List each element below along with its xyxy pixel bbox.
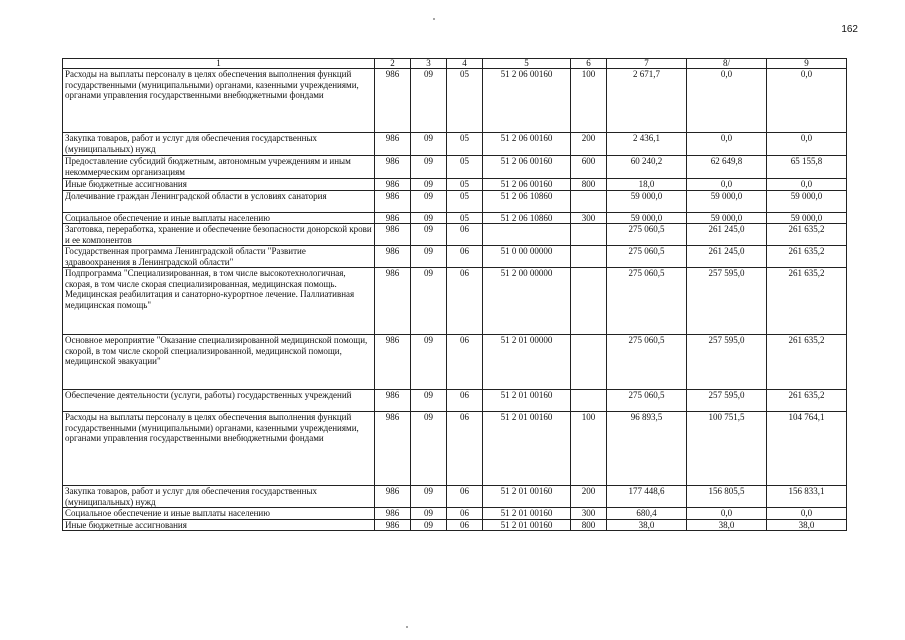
row-cell-c8: 0,0 xyxy=(687,69,767,133)
row-cell-c2: 986 xyxy=(375,390,411,412)
row-cell-c6: 300 xyxy=(571,508,607,520)
row-cell-c5: 51 2 00 00000 xyxy=(483,268,571,335)
row-cell-c3: 09 xyxy=(411,335,447,390)
row-cell-c5: 51 2 06 00160 xyxy=(483,179,571,191)
row-cell-c6 xyxy=(571,335,607,390)
row-cell-c9: 0,0 xyxy=(767,133,847,156)
row-cell-c5: 51 2 01 00160 xyxy=(483,390,571,412)
page-number: 162 xyxy=(841,24,858,35)
table-row xyxy=(63,268,847,335)
column-header: 4 xyxy=(447,59,483,69)
table-row xyxy=(63,224,847,246)
row-cell-c7: 2 436,1 xyxy=(607,133,687,156)
row-cell-c2: 986 xyxy=(375,190,411,212)
row-cell-c6 xyxy=(571,246,607,268)
row-cell-c4: 05 xyxy=(447,133,483,156)
column-header: 1 xyxy=(63,59,375,69)
row-cell-c7: 96 893,5 xyxy=(607,412,687,486)
row-cell-c7: 275 060,5 xyxy=(607,268,687,335)
row-cell-c5: 51 2 01 00160 xyxy=(483,519,571,531)
row-cell-c6: 600 xyxy=(571,156,607,179)
row-cell-c8: 257 595,0 xyxy=(687,335,767,390)
row-cell-c4: 05 xyxy=(447,156,483,179)
row-cell-c6 xyxy=(571,390,607,412)
table-row xyxy=(63,190,847,212)
row-cell-c5: 51 2 06 00160 xyxy=(483,156,571,179)
row-cell-c7: 59 000,0 xyxy=(607,190,687,212)
row-cell-c9: 0,0 xyxy=(767,69,847,133)
budget-table xyxy=(62,58,847,531)
row-description: Обеспечение деятельности (услуги, работы) государственных учреждений xyxy=(63,390,375,412)
column-header: 7 xyxy=(607,59,687,69)
table-row xyxy=(63,390,847,412)
row-description: Закупка товаров, работ и услуг для обеспечения государственных (муниципальных) нужд xyxy=(63,133,375,156)
row-cell-c6: 300 xyxy=(571,212,607,224)
row-cell-c5 xyxy=(483,224,571,246)
column-header: 8/ xyxy=(687,59,767,69)
row-cell-c4: 06 xyxy=(447,412,483,486)
row-cell-c3: 09 xyxy=(411,412,447,486)
row-cell-c9: 261 635,2 xyxy=(767,268,847,335)
row-description: Социальное обеспечение и иные выплаты населению xyxy=(63,508,375,520)
row-cell-c7: 275 060,5 xyxy=(607,224,687,246)
row-cell-c5: 51 2 01 00160 xyxy=(483,412,571,486)
column-header: 6 xyxy=(571,59,607,69)
table-row xyxy=(63,212,847,224)
row-cell-c5: 51 2 06 00160 xyxy=(483,133,571,156)
row-description: Закупка товаров, работ и услуг для обеспечения государственных (муниципальных) нужд xyxy=(63,486,375,508)
table-row xyxy=(63,508,847,520)
row-cell-c2: 986 xyxy=(375,268,411,335)
table-row xyxy=(63,133,847,156)
row-cell-c9: 65 155,8 xyxy=(767,156,847,179)
row-cell-c3: 09 xyxy=(411,133,447,156)
row-cell-c8: 38,0 xyxy=(687,519,767,531)
row-cell-c2: 986 xyxy=(375,133,411,156)
row-cell-c8: 261 245,0 xyxy=(687,246,767,268)
row-cell-c4: 06 xyxy=(447,519,483,531)
row-cell-c6 xyxy=(571,190,607,212)
row-cell-c5: 51 2 01 00000 xyxy=(483,335,571,390)
row-cell-c7: 275 060,5 xyxy=(607,335,687,390)
row-cell-c7: 275 060,5 xyxy=(607,390,687,412)
row-cell-c6: 200 xyxy=(571,133,607,156)
table-row xyxy=(63,412,847,486)
column-header: 9 xyxy=(767,59,847,69)
row-cell-c9: 261 635,2 xyxy=(767,224,847,246)
row-cell-c5: 51 2 06 10860 xyxy=(483,212,571,224)
row-cell-c6 xyxy=(571,224,607,246)
row-cell-c7: 60 240,2 xyxy=(607,156,687,179)
scan-speck xyxy=(406,626,408,628)
row-cell-c5: 51 2 01 00160 xyxy=(483,486,571,508)
row-cell-c6: 100 xyxy=(571,69,607,133)
row-description: Государственная программа Ленинградской области "Развитие здравоохранения в Ленинградской области" xyxy=(63,246,375,268)
row-cell-c8: 59 000,0 xyxy=(687,190,767,212)
column-header: 2 xyxy=(375,59,411,69)
row-cell-c6: 800 xyxy=(571,519,607,531)
row-description: Предоставление субсидий бюджетным, автономным учреждениям и иным некоммерческим организациям xyxy=(63,156,375,179)
row-cell-c9: 38,0 xyxy=(767,519,847,531)
row-cell-c7: 177 448,6 xyxy=(607,486,687,508)
row-cell-c4: 05 xyxy=(447,179,483,191)
row-description: Иные бюджетные ассигнования xyxy=(63,179,375,191)
row-cell-c9: 261 635,2 xyxy=(767,390,847,412)
row-cell-c6: 100 xyxy=(571,412,607,486)
scan-speck xyxy=(433,18,435,20)
row-cell-c7: 59 000,0 xyxy=(607,212,687,224)
row-cell-c3: 09 xyxy=(411,224,447,246)
row-description: Подпрограмма "Специализированная, в том числе высокотехнологичная, скорая, в том числе скорая специализированная, медицинская помощь. Медицинская реабилитация и санаторно-курортное лечение. Паллиативная медицинская помощь" xyxy=(63,268,375,335)
row-cell-c2: 986 xyxy=(375,335,411,390)
row-cell-c9: 261 635,2 xyxy=(767,246,847,268)
row-cell-c9: 261 635,2 xyxy=(767,335,847,390)
row-cell-c8: 257 595,0 xyxy=(687,268,767,335)
row-cell-c3: 09 xyxy=(411,179,447,191)
row-cell-c7: 275 060,5 xyxy=(607,246,687,268)
column-header: 5 xyxy=(483,59,571,69)
row-cell-c8: 0,0 xyxy=(687,179,767,191)
row-description: Долечивание граждан Ленинградской области в условиях санатория xyxy=(63,190,375,212)
row-cell-c4: 05 xyxy=(447,212,483,224)
row-cell-c5: 51 2 01 00160 xyxy=(483,508,571,520)
table-row xyxy=(63,486,847,508)
row-cell-c8: 0,0 xyxy=(687,508,767,520)
row-cell-c7: 38,0 xyxy=(607,519,687,531)
row-cell-c8: 59 000,0 xyxy=(687,212,767,224)
row-cell-c4: 06 xyxy=(447,246,483,268)
row-cell-c9: 59 000,0 xyxy=(767,190,847,212)
table-row xyxy=(63,246,847,268)
row-description: Социальное обеспечение и иные выплаты населению xyxy=(63,212,375,224)
row-cell-c8: 261 245,0 xyxy=(687,224,767,246)
row-cell-c2: 986 xyxy=(375,179,411,191)
row-cell-c4: 05 xyxy=(447,190,483,212)
row-cell-c5: 51 0 00 00000 xyxy=(483,246,571,268)
row-cell-c8: 0,0 xyxy=(687,133,767,156)
row-cell-c8: 257 595,0 xyxy=(687,390,767,412)
row-cell-c3: 09 xyxy=(411,486,447,508)
row-description: Иные бюджетные ассигнования xyxy=(63,519,375,531)
row-cell-c7: 18,0 xyxy=(607,179,687,191)
row-cell-c3: 09 xyxy=(411,508,447,520)
row-cell-c3: 09 xyxy=(411,212,447,224)
row-cell-c9: 0,0 xyxy=(767,179,847,191)
table-row xyxy=(63,69,847,133)
row-cell-c3: 09 xyxy=(411,268,447,335)
row-description: Расходы на выплаты персоналу в целях обеспечения выполнения функций государственными (муниципальными) органами, казенными учреждениями, органами управления государственными внебюджетными фондами xyxy=(63,69,375,133)
row-cell-c9: 59 000,0 xyxy=(767,212,847,224)
row-cell-c5: 51 2 06 00160 xyxy=(483,69,571,133)
row-cell-c4: 05 xyxy=(447,69,483,133)
row-cell-c8: 156 805,5 xyxy=(687,486,767,508)
row-cell-c4: 06 xyxy=(447,508,483,520)
row-cell-c9: 0,0 xyxy=(767,508,847,520)
row-cell-c2: 986 xyxy=(375,69,411,133)
row-cell-c6: 800 xyxy=(571,179,607,191)
row-cell-c3: 09 xyxy=(411,69,447,133)
table-row xyxy=(63,519,847,531)
row-cell-c2: 986 xyxy=(375,224,411,246)
row-cell-c3: 09 xyxy=(411,156,447,179)
row-cell-c3: 09 xyxy=(411,519,447,531)
table-row xyxy=(63,335,847,390)
column-header: 3 xyxy=(411,59,447,69)
row-cell-c8: 62 649,8 xyxy=(687,156,767,179)
row-cell-c7: 2 671,7 xyxy=(607,69,687,133)
row-cell-c3: 09 xyxy=(411,390,447,412)
row-description: Заготовка, переработка, хранение и обеспечение безопасности донорской крови и ее компонентов xyxy=(63,224,375,246)
row-cell-c2: 986 xyxy=(375,156,411,179)
row-cell-c2: 986 xyxy=(375,486,411,508)
table-row xyxy=(63,179,847,191)
row-cell-c4: 06 xyxy=(447,268,483,335)
row-cell-c3: 09 xyxy=(411,190,447,212)
row-cell-c4: 06 xyxy=(447,335,483,390)
row-cell-c2: 986 xyxy=(375,519,411,531)
row-cell-c4: 06 xyxy=(447,224,483,246)
row-cell-c6 xyxy=(571,268,607,335)
row-cell-c2: 986 xyxy=(375,508,411,520)
row-description: Расходы на выплаты персоналу в целях обеспечения выполнения функций государственными (муниципальными) органами, казенными учреждениями, органами управления государственными внебюджетными фондами xyxy=(63,412,375,486)
row-cell-c4: 06 xyxy=(447,390,483,412)
row-description: Основное мероприятие "Оказание специализированной медицинской помощи, скорой, в том числе скорой специализированной, медицинской помощи, медицинской эвакуации" xyxy=(63,335,375,390)
row-cell-c9: 156 833,1 xyxy=(767,486,847,508)
table-row xyxy=(63,156,847,179)
row-cell-c8: 100 751,5 xyxy=(687,412,767,486)
row-cell-c9: 104 764,1 xyxy=(767,412,847,486)
row-cell-c2: 986 xyxy=(375,246,411,268)
table-header-row xyxy=(63,59,847,69)
row-cell-c3: 09 xyxy=(411,246,447,268)
row-cell-c4: 06 xyxy=(447,486,483,508)
row-cell-c6: 200 xyxy=(571,486,607,508)
row-cell-c2: 986 xyxy=(375,412,411,486)
row-cell-c2: 986 xyxy=(375,212,411,224)
row-cell-c5: 51 2 06 10860 xyxy=(483,190,571,212)
row-cell-c7: 680,4 xyxy=(607,508,687,520)
